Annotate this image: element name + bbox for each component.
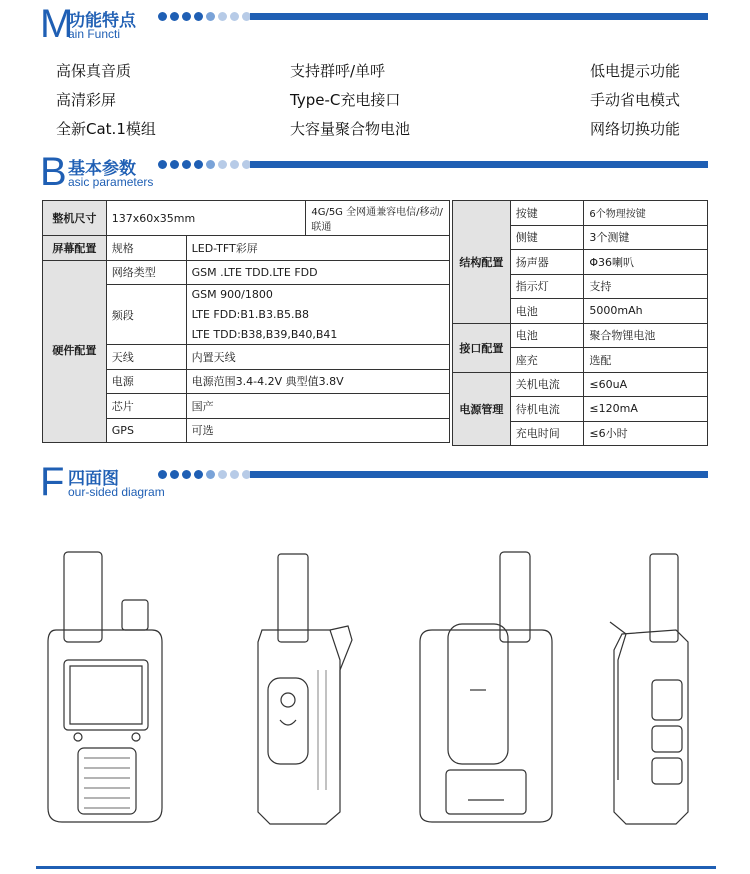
value-battery: 5000mAh: [584, 299, 708, 324]
label-hardware: 硬件配置: [43, 260, 107, 443]
label-screen-spec: 规格: [106, 236, 186, 261]
label-battery: 电池: [510, 299, 584, 324]
value-off-current: ≤60uA: [584, 372, 708, 397]
label-gps: GPS: [106, 418, 186, 443]
label-interface: 接口配置: [453, 323, 511, 372]
value-size: 137x60x35mm: [106, 201, 306, 236]
feature-7: 全新Cat.1模组: [56, 120, 156, 138]
device-side-view-right: [610, 554, 688, 824]
value-battery-type: 聚合物锂电池: [584, 323, 708, 348]
section-sub-four: our-sided diagram: [68, 485, 165, 499]
value-network-type: GSM .LTE TDD.LTE FDD: [186, 260, 449, 285]
header-bar: [250, 13, 708, 20]
section-sub-main: ain Functi: [68, 27, 121, 41]
value-indicator: 支持: [584, 274, 708, 299]
label-speaker: 扬声器: [510, 250, 584, 275]
feature-6: 手动省电模式: [590, 91, 681, 109]
feature-5: Type-C充电接口: [290, 91, 401, 109]
section-letter-f: F: [40, 460, 65, 504]
value-power: 电源范围3.4-4.2V 典型值3.8V: [186, 369, 449, 394]
section-title-basic: 基本参数: [68, 159, 136, 179]
device-front-view: [48, 552, 162, 822]
label-off-current: 关机电流: [510, 372, 584, 397]
label-charger: 座充: [510, 348, 584, 373]
label-side-keys: 侧键: [510, 225, 584, 250]
device-side-view-left: [258, 554, 352, 824]
label-standby-current: 待机电流: [510, 397, 584, 422]
value-keys: 6个物理按键: [584, 201, 708, 226]
section-title-four: 四面图: [68, 469, 119, 489]
feature-9: 网络切换功能: [590, 120, 681, 138]
header-bar: [250, 161, 708, 168]
label-network-type: 网络类型: [106, 260, 186, 285]
section-title-main: 功能特点: [68, 11, 136, 31]
feature-8: 大容量聚合物电池: [290, 120, 411, 138]
value-antenna: 内置天线: [186, 345, 449, 370]
label-band: 频段: [106, 285, 186, 345]
header-bar: [250, 471, 708, 478]
decorative-dots: [158, 470, 251, 479]
section-letter-b: B: [40, 150, 67, 194]
section-letter-m: M: [40, 2, 74, 46]
label-screen: 屏幕配置: [43, 236, 107, 261]
label-keys: 按键: [510, 201, 584, 226]
label-charge-time: 充电时间: [510, 421, 584, 446]
value-speaker: Φ36喇叭: [584, 250, 708, 275]
four-sided-diagram: [0, 530, 750, 850]
value-band-1: GSM 900/1800: [186, 285, 449, 305]
label-chip: 芯片: [106, 394, 186, 419]
value-chip: 国产: [186, 394, 449, 419]
value-gps: 可选: [186, 418, 449, 443]
feature-2: 支持群呼/单呼: [290, 62, 386, 80]
label-indicator: 指示灯: [510, 274, 584, 299]
label-structure: 结构配置: [453, 201, 511, 324]
spec-table-right: [452, 200, 708, 446]
feature-1: 高保真音质: [56, 62, 132, 80]
device-back-view: [420, 552, 552, 822]
label-power-mgmt: 电源管理: [453, 372, 511, 446]
section-sub-basic: asic parameters: [68, 175, 154, 189]
label-antenna: 天线: [106, 345, 186, 370]
feature-4: 高清彩屏: [56, 91, 117, 109]
value-band-2: LTE FDD:B1.B3.B5.B8: [186, 305, 449, 325]
value-side-keys: 3个测键: [584, 225, 708, 250]
value-standby-current: ≤120mA: [584, 397, 708, 422]
decorative-dots: [158, 160, 251, 169]
value-charge-time: ≤6小时: [584, 421, 708, 446]
spec-table-left: [42, 200, 450, 443]
value-charger: 选配: [584, 348, 708, 373]
footer-line: [36, 866, 716, 869]
label-size: 整机尺寸: [43, 201, 107, 236]
label-battery-type: 电池: [510, 323, 584, 348]
feature-3: 低电提示功能: [590, 62, 681, 80]
value-band-3: LTE TDD:B38,B39,B40,B41: [186, 325, 449, 345]
value-screen: LED-TFT彩屏: [186, 236, 449, 261]
decorative-dots: [158, 12, 251, 21]
label-power: 电源: [106, 369, 186, 394]
value-network-note: 4G/5G 全网通兼容电信/移动/联通: [306, 201, 450, 236]
